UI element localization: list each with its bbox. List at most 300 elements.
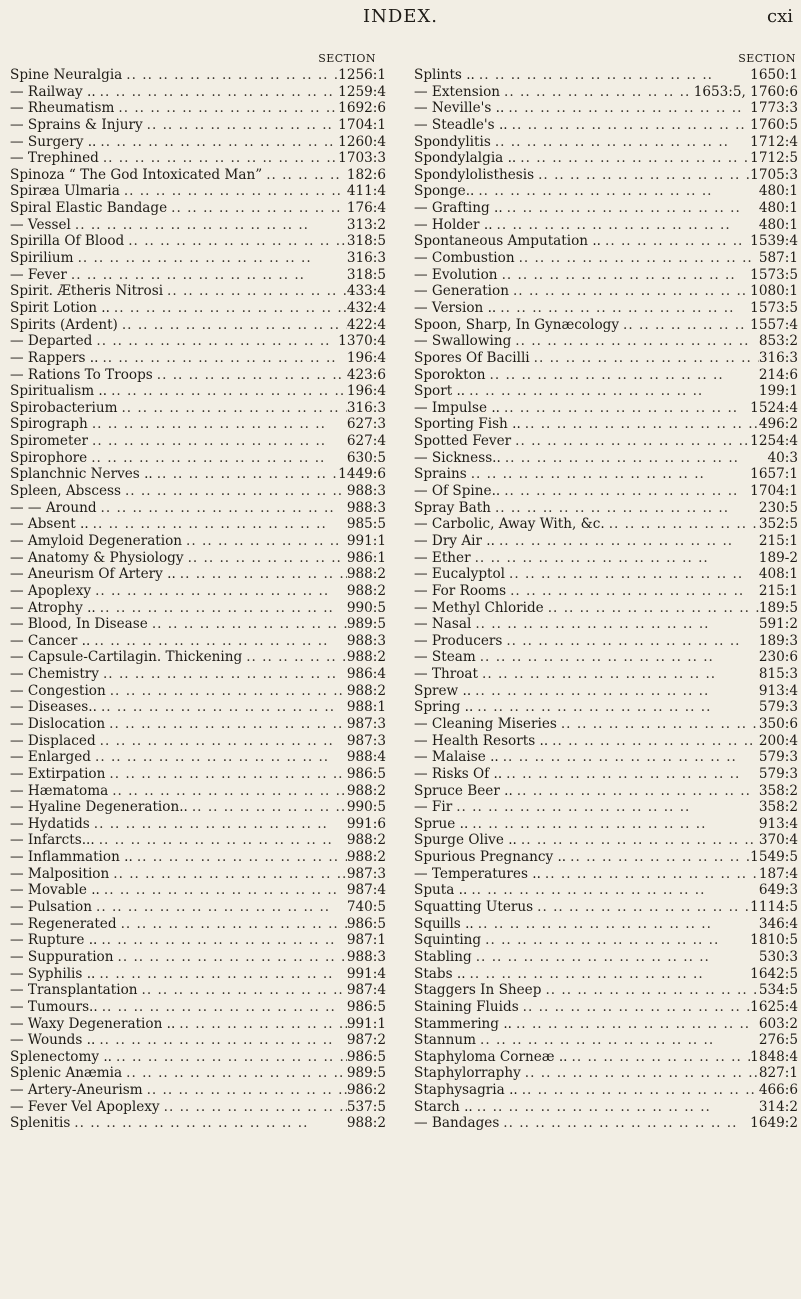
- section-ref: 1704:1: [338, 116, 386, 133]
- dot-leader: [476, 649, 759, 666]
- dot-leader: [468, 816, 759, 833]
- section-ref: 989:5: [346, 1065, 386, 1082]
- section-ref: 988:4: [346, 749, 386, 766]
- index-entry: [10, 500, 386, 517]
- index-entry: [10, 333, 386, 350]
- dot-leader: [105, 716, 347, 733]
- index-term: — Neville's ..: [414, 100, 505, 117]
- index-entry: [10, 1065, 386, 1082]
- index-entry: [414, 849, 798, 866]
- dot-leader: [566, 849, 750, 866]
- dot-leader: [96, 600, 347, 617]
- index-entry: [10, 949, 386, 966]
- index-term: Spinoza “ The God Intoxicated Man”: [10, 166, 263, 183]
- index-entry: [10, 200, 386, 217]
- index-term: — Health Resorts ..: [414, 732, 549, 749]
- section-ref: 990:5: [346, 599, 386, 616]
- dot-leader: [91, 583, 347, 600]
- index-entry: [414, 267, 798, 284]
- index-entry: [414, 999, 798, 1016]
- dot-leader: [516, 150, 750, 167]
- dot-leader: [114, 949, 347, 966]
- dot-leader: [500, 400, 750, 417]
- dot-leader: [97, 932, 346, 949]
- index-term: Spirophore: [10, 449, 88, 466]
- index-entry: [414, 367, 798, 384]
- dot-leader: [100, 882, 347, 899]
- dot-leader: [605, 516, 759, 533]
- section-ref: 1705:3: [750, 166, 798, 183]
- section-ref: 316:3: [346, 399, 386, 416]
- index-entry: [414, 1115, 798, 1132]
- index-term: — Rappers ..: [10, 349, 99, 366]
- index-entry: [414, 832, 798, 849]
- index-entry: [10, 433, 386, 450]
- section-ref: 988:2: [346, 582, 386, 599]
- section-ref: 350:6: [758, 715, 798, 732]
- dot-leader: [473, 1099, 759, 1116]
- section-ref: 987:2: [346, 1032, 386, 1049]
- dot-leader: [506, 583, 759, 600]
- dot-leader: [109, 866, 347, 883]
- index-term: — Methyl Chloride: [414, 599, 544, 616]
- dot-leader: [90, 816, 347, 833]
- section-ref: 986:5: [346, 1048, 386, 1065]
- index-term: — Artery-Aneurism: [10, 1082, 143, 1099]
- index-entry: [10, 1099, 386, 1116]
- index-term: Spleen, Abscess: [10, 483, 121, 500]
- page-header: [0, 4, 801, 28]
- index-entry: [10, 300, 386, 317]
- index-term: — Hæmatoma: [10, 782, 109, 799]
- dot-leader: [521, 1065, 759, 1082]
- index-entry: [10, 1032, 386, 1049]
- section-ref: 313:2: [346, 216, 386, 233]
- index-term: Sport ..: [414, 383, 466, 400]
- section-ref: 990:5: [346, 799, 386, 816]
- section-ref: 370:4: [758, 832, 798, 849]
- dot-leader: [491, 134, 750, 151]
- index-term: — Generation: [414, 283, 509, 300]
- dot-leader: [471, 616, 758, 633]
- dot-leader: [471, 550, 759, 567]
- dot-leader: [511, 333, 759, 350]
- dot-leader: [95, 1032, 347, 1049]
- index-entry: [10, 566, 386, 583]
- index-term: — Rations To Troops: [10, 366, 153, 383]
- dot-leader: [467, 466, 750, 483]
- index-entry: [10, 1082, 386, 1099]
- index-term: — Sickness..: [414, 449, 501, 466]
- section-ref: 987:3: [346, 715, 386, 732]
- dot-leader: [122, 67, 338, 84]
- index-term: — Anatomy & Physiology: [10, 549, 184, 566]
- dot-leader: [133, 849, 347, 866]
- dot-leader: [619, 317, 750, 334]
- section-ref: 988:2: [346, 1115, 386, 1132]
- dot-leader: [472, 949, 759, 966]
- index-term: — Capsule-Cartilagin. Thickening: [10, 649, 243, 666]
- section-ref: 496:2: [758, 416, 798, 433]
- index-entry: [414, 67, 798, 84]
- dot-leader: [92, 899, 347, 916]
- section-ref: 1642:5: [750, 965, 798, 982]
- index-entry: [10, 134, 386, 151]
- index-term: Sporting Fish ..: [414, 416, 521, 433]
- index-entry: [414, 616, 798, 633]
- section-ref: 627:3: [346, 416, 386, 433]
- dot-leader: [505, 566, 759, 583]
- section-ref: 408:1: [758, 566, 798, 583]
- index-term: — Risks Of ..: [414, 765, 503, 782]
- index-term: — Wounds ..: [10, 1032, 96, 1049]
- left-entries: [10, 67, 386, 1132]
- index-entry: [10, 67, 386, 84]
- index-term: — Producers: [414, 632, 503, 649]
- dot-leader: [96, 134, 338, 151]
- index-term: Spirobacterium: [10, 399, 118, 416]
- index-term: — Evolution: [414, 266, 498, 283]
- dot-leader: [518, 1082, 759, 1099]
- dot-leader: [98, 350, 346, 367]
- dot-leader: [90, 633, 347, 650]
- index-entry: [10, 683, 386, 700]
- dot-leader: [188, 799, 347, 816]
- section-ref: 433:4: [346, 283, 386, 300]
- dot-leader: [105, 766, 346, 783]
- dot-leader: [71, 217, 347, 234]
- index-entry: [10, 600, 386, 617]
- index-entry: [414, 783, 798, 800]
- section-ref: 815:3: [758, 666, 798, 683]
- index-term: — Steadle's ..: [414, 116, 508, 133]
- index-term: Sprains: [414, 466, 467, 483]
- dot-leader: [511, 433, 750, 450]
- dot-leader: [474, 916, 759, 933]
- section-ref: 1625:4: [750, 998, 798, 1015]
- index-entry: [10, 150, 386, 167]
- index-entry: [10, 317, 386, 334]
- section-ref: 215:1: [758, 532, 798, 549]
- dot-leader: [471, 683, 759, 700]
- index-entry: [414, 799, 798, 816]
- dot-leader: [153, 466, 338, 483]
- section-ref: 988:2: [346, 782, 386, 799]
- index-entry: [10, 217, 386, 234]
- dot-leader: [467, 882, 759, 899]
- section-ref: 352:5: [758, 516, 798, 533]
- index-entry: [414, 450, 798, 467]
- index-term: — Nasal: [414, 616, 472, 633]
- index-term: Stannum: [414, 1032, 477, 1049]
- index-term: Spirometer: [10, 433, 88, 450]
- section-ref: 579:3: [758, 699, 798, 716]
- section-ref: 1260:4: [338, 133, 386, 150]
- dot-leader: [107, 383, 347, 400]
- index-term: — Rupture ..: [10, 932, 98, 949]
- index-entry: [10, 832, 386, 849]
- index-entry: [10, 583, 386, 600]
- index-entry: [414, 134, 798, 151]
- index-term: — Bandages: [414, 1115, 500, 1132]
- dot-leader: [452, 799, 759, 816]
- index-term: Spiral Elastic Bandage: [10, 200, 168, 217]
- section-ref: 316:3: [758, 349, 798, 366]
- dot-leader: [503, 200, 759, 217]
- index-term: Spruce Beer ..: [414, 782, 513, 799]
- index-entry: [414, 749, 798, 766]
- section-ref: 986:4: [346, 666, 386, 683]
- index-entry: [414, 699, 798, 716]
- index-entry: [414, 167, 798, 184]
- index-entry: [414, 966, 798, 983]
- index-term: — Blood, In Disease: [10, 616, 148, 633]
- section-ref: 1259:4: [338, 83, 386, 100]
- section-ref: 432:4: [346, 299, 386, 316]
- index-term: Sprue ..: [414, 815, 469, 832]
- index-term: — Suppuration: [10, 948, 114, 965]
- index-term: Spine Neuralgia: [10, 67, 123, 83]
- index-term: — Aneurism Of Artery ..: [10, 566, 176, 583]
- index-entry: [414, 516, 798, 533]
- section-ref: 537:5: [346, 1098, 386, 1115]
- section-ref: 230:6: [758, 649, 798, 666]
- section-ref: 422:4: [346, 316, 386, 333]
- dot-leader: [495, 533, 759, 550]
- index-entry: [414, 233, 798, 250]
- section-ref: 346:4: [758, 915, 798, 932]
- index-term: — Amyloid Degeneration: [10, 532, 183, 549]
- dot-leader: [500, 483, 750, 500]
- section-ref: 318:5: [346, 266, 386, 283]
- index-entry: [414, 816, 798, 833]
- index-term: Squinting: [414, 932, 482, 949]
- index-term: — Cancer ..: [10, 632, 91, 649]
- index-term: — Holder ..: [414, 216, 493, 233]
- index-entry: [414, 1049, 798, 1066]
- index-entry: [414, 300, 798, 317]
- index-entry: [414, 500, 798, 517]
- index-entry: [414, 1032, 798, 1049]
- dot-leader: [508, 117, 751, 134]
- section-ref: 316:3: [346, 250, 386, 267]
- index-entry: [414, 350, 798, 367]
- dot-leader: [114, 100, 338, 117]
- section-ref: 987:1: [346, 932, 386, 949]
- dot-leader: [117, 916, 347, 933]
- dot-leader: [502, 766, 759, 783]
- dot-leader: [89, 516, 347, 533]
- index-term: Sponge..: [414, 183, 475, 200]
- dot-leader: [519, 999, 751, 1016]
- index-term: Stabs ..: [414, 965, 466, 982]
- dot-leader: [521, 416, 759, 433]
- section-ref: 189:3: [758, 632, 798, 649]
- dot-leader: [478, 666, 759, 683]
- section-ref: 480:1: [758, 216, 798, 233]
- section-ref: 591:2: [758, 616, 798, 633]
- section-ref: 1657:1: [750, 466, 798, 483]
- index-term: Splints ..: [414, 67, 475, 83]
- dot-leader: [97, 500, 347, 517]
- section-ref: 985:5: [346, 516, 386, 533]
- index-entry: [10, 849, 386, 866]
- index-entry: [414, 533, 798, 550]
- index-term: — Rheumatism: [10, 100, 115, 117]
- section-ref: 1524:4: [750, 399, 798, 416]
- index-entry: [414, 383, 798, 400]
- page-number: cxi: [767, 6, 793, 27]
- index-entry: [10, 483, 386, 500]
- dot-leader: [476, 1032, 759, 1049]
- section-ref: 215:1: [758, 582, 798, 599]
- dot-leader: [499, 749, 759, 766]
- dot-leader: [513, 783, 759, 800]
- section-ref: 40:3: [767, 449, 798, 466]
- index-term: — Fever Vel Apoplexy: [10, 1098, 160, 1115]
- index-entry: [414, 1099, 798, 1116]
- index-entry: [10, 250, 386, 267]
- dot-leader: [491, 500, 759, 517]
- index-term: Spondylalgia ..: [414, 150, 517, 167]
- index-entry: [414, 566, 798, 583]
- index-entry: [10, 799, 386, 816]
- section-ref: 187:4: [758, 865, 798, 882]
- dot-leader: [96, 84, 339, 101]
- section-ref: 988:3: [346, 483, 386, 500]
- index-entry: [10, 1115, 386, 1132]
- dot-leader: [465, 383, 759, 400]
- dot-leader: [533, 899, 750, 916]
- page-title: INDEX.: [363, 6, 438, 27]
- dot-leader: [138, 982, 347, 999]
- index-entry: [10, 1049, 386, 1066]
- dot-leader: [544, 600, 759, 617]
- index-entry: [10, 183, 386, 200]
- section-ref: 988:3: [346, 632, 386, 649]
- section-ref: 214:6: [758, 366, 798, 383]
- dot-leader: [143, 1082, 347, 1099]
- dot-leader: [163, 283, 347, 300]
- section-ref: 423:6: [346, 366, 386, 383]
- index-entry: [414, 200, 798, 217]
- index-entry: [10, 383, 386, 400]
- index-term: Spurge Olive ..: [414, 832, 517, 849]
- index-term: — Dry Air ..: [414, 532, 495, 549]
- index-term: — Movable ..: [10, 882, 100, 899]
- index-entry: [10, 649, 386, 666]
- index-term: Spirilla Of Blood: [10, 233, 125, 250]
- index-term: Splenic Anæmia: [10, 1065, 123, 1082]
- index-entry: [10, 882, 386, 899]
- dot-leader: [153, 367, 347, 384]
- section-ref: 1653:5, 1760:6: [693, 83, 798, 100]
- dot-leader: [121, 483, 347, 500]
- section-ref: 199:1: [758, 383, 798, 400]
- dot-leader: [182, 533, 347, 550]
- section-ref: 189-2: [758, 549, 798, 566]
- index-entry: [414, 483, 798, 500]
- dot-leader: [486, 367, 759, 384]
- dot-leader: [568, 1049, 751, 1066]
- section-ref: 988:3: [346, 499, 386, 516]
- dot-leader: [517, 832, 759, 849]
- dot-leader: [530, 350, 759, 367]
- dot-leader: [88, 433, 347, 450]
- section-ref: 827:1: [758, 1065, 798, 1082]
- index-entry: [414, 683, 798, 700]
- index-entry: [414, 400, 798, 417]
- dot-leader: [122, 1065, 347, 1082]
- section-ref: 530:3: [758, 948, 798, 965]
- index-entry: [10, 350, 386, 367]
- index-entry: [10, 1016, 386, 1033]
- index-entry: [414, 1016, 798, 1033]
- index-entry: [10, 932, 386, 949]
- index-term: — Extirpation: [10, 765, 106, 782]
- index-entry: [10, 267, 386, 284]
- index-entry: [10, 699, 386, 716]
- dot-leader: [120, 183, 347, 200]
- index-term: — Malposition: [10, 865, 110, 882]
- index-entry: [414, 733, 798, 750]
- index-term: Splenitis: [10, 1115, 71, 1132]
- dot-leader: [97, 699, 347, 716]
- section-ref: 987:3: [346, 865, 386, 882]
- dot-leader: [176, 566, 347, 583]
- index-entry: [10, 533, 386, 550]
- index-term: Spotted Fever: [414, 433, 512, 450]
- section-ref: 987:4: [346, 982, 386, 999]
- index-entry: [10, 916, 386, 933]
- section-ref: 627:4: [346, 433, 386, 450]
- index-term: Spontaneous Amputation ..: [414, 233, 602, 250]
- section-ref: 1549:5: [750, 849, 798, 866]
- dot-leader: [67, 267, 347, 284]
- index-entry: [414, 217, 798, 234]
- index-entry: [414, 150, 798, 167]
- index-term: — Combustion: [414, 250, 515, 267]
- index-entry: [10, 966, 386, 983]
- dot-leader: [493, 217, 759, 234]
- section-ref: 1539:4: [750, 233, 798, 250]
- index-term: — Pulsation: [10, 899, 92, 916]
- index-entry: [10, 816, 386, 833]
- index-entry: [414, 283, 798, 300]
- section-ref: 986:5: [346, 998, 386, 1015]
- index-term: — Congestion: [10, 682, 106, 699]
- index-term: Sprew ..: [414, 682, 472, 699]
- section-ref: 318:5: [346, 233, 386, 250]
- section-ref: 991:1: [346, 1015, 386, 1032]
- index-term: Spirits (Ardent): [10, 316, 118, 333]
- index-term: Spirograph: [10, 416, 88, 433]
- left-column: [10, 52, 386, 1132]
- index-term: Spirit. Ætheris Nitrosi: [10, 283, 164, 300]
- index-term: — Transplantation: [10, 982, 138, 999]
- section-ref: 1773:3: [750, 100, 798, 117]
- section-ref: 603:2: [758, 1015, 798, 1032]
- index-entry: [414, 916, 798, 933]
- index-term: — Railway ..: [10, 83, 96, 100]
- index-term: Squatting Uterus: [414, 899, 534, 916]
- index-term: Spirit Lotion ..: [10, 299, 110, 316]
- index-term: Spondylitis: [414, 133, 491, 150]
- section-ref: 913:4: [758, 682, 798, 699]
- dot-leader: [474, 183, 758, 200]
- index-entry: [414, 1082, 798, 1099]
- index-entry: [414, 1065, 798, 1082]
